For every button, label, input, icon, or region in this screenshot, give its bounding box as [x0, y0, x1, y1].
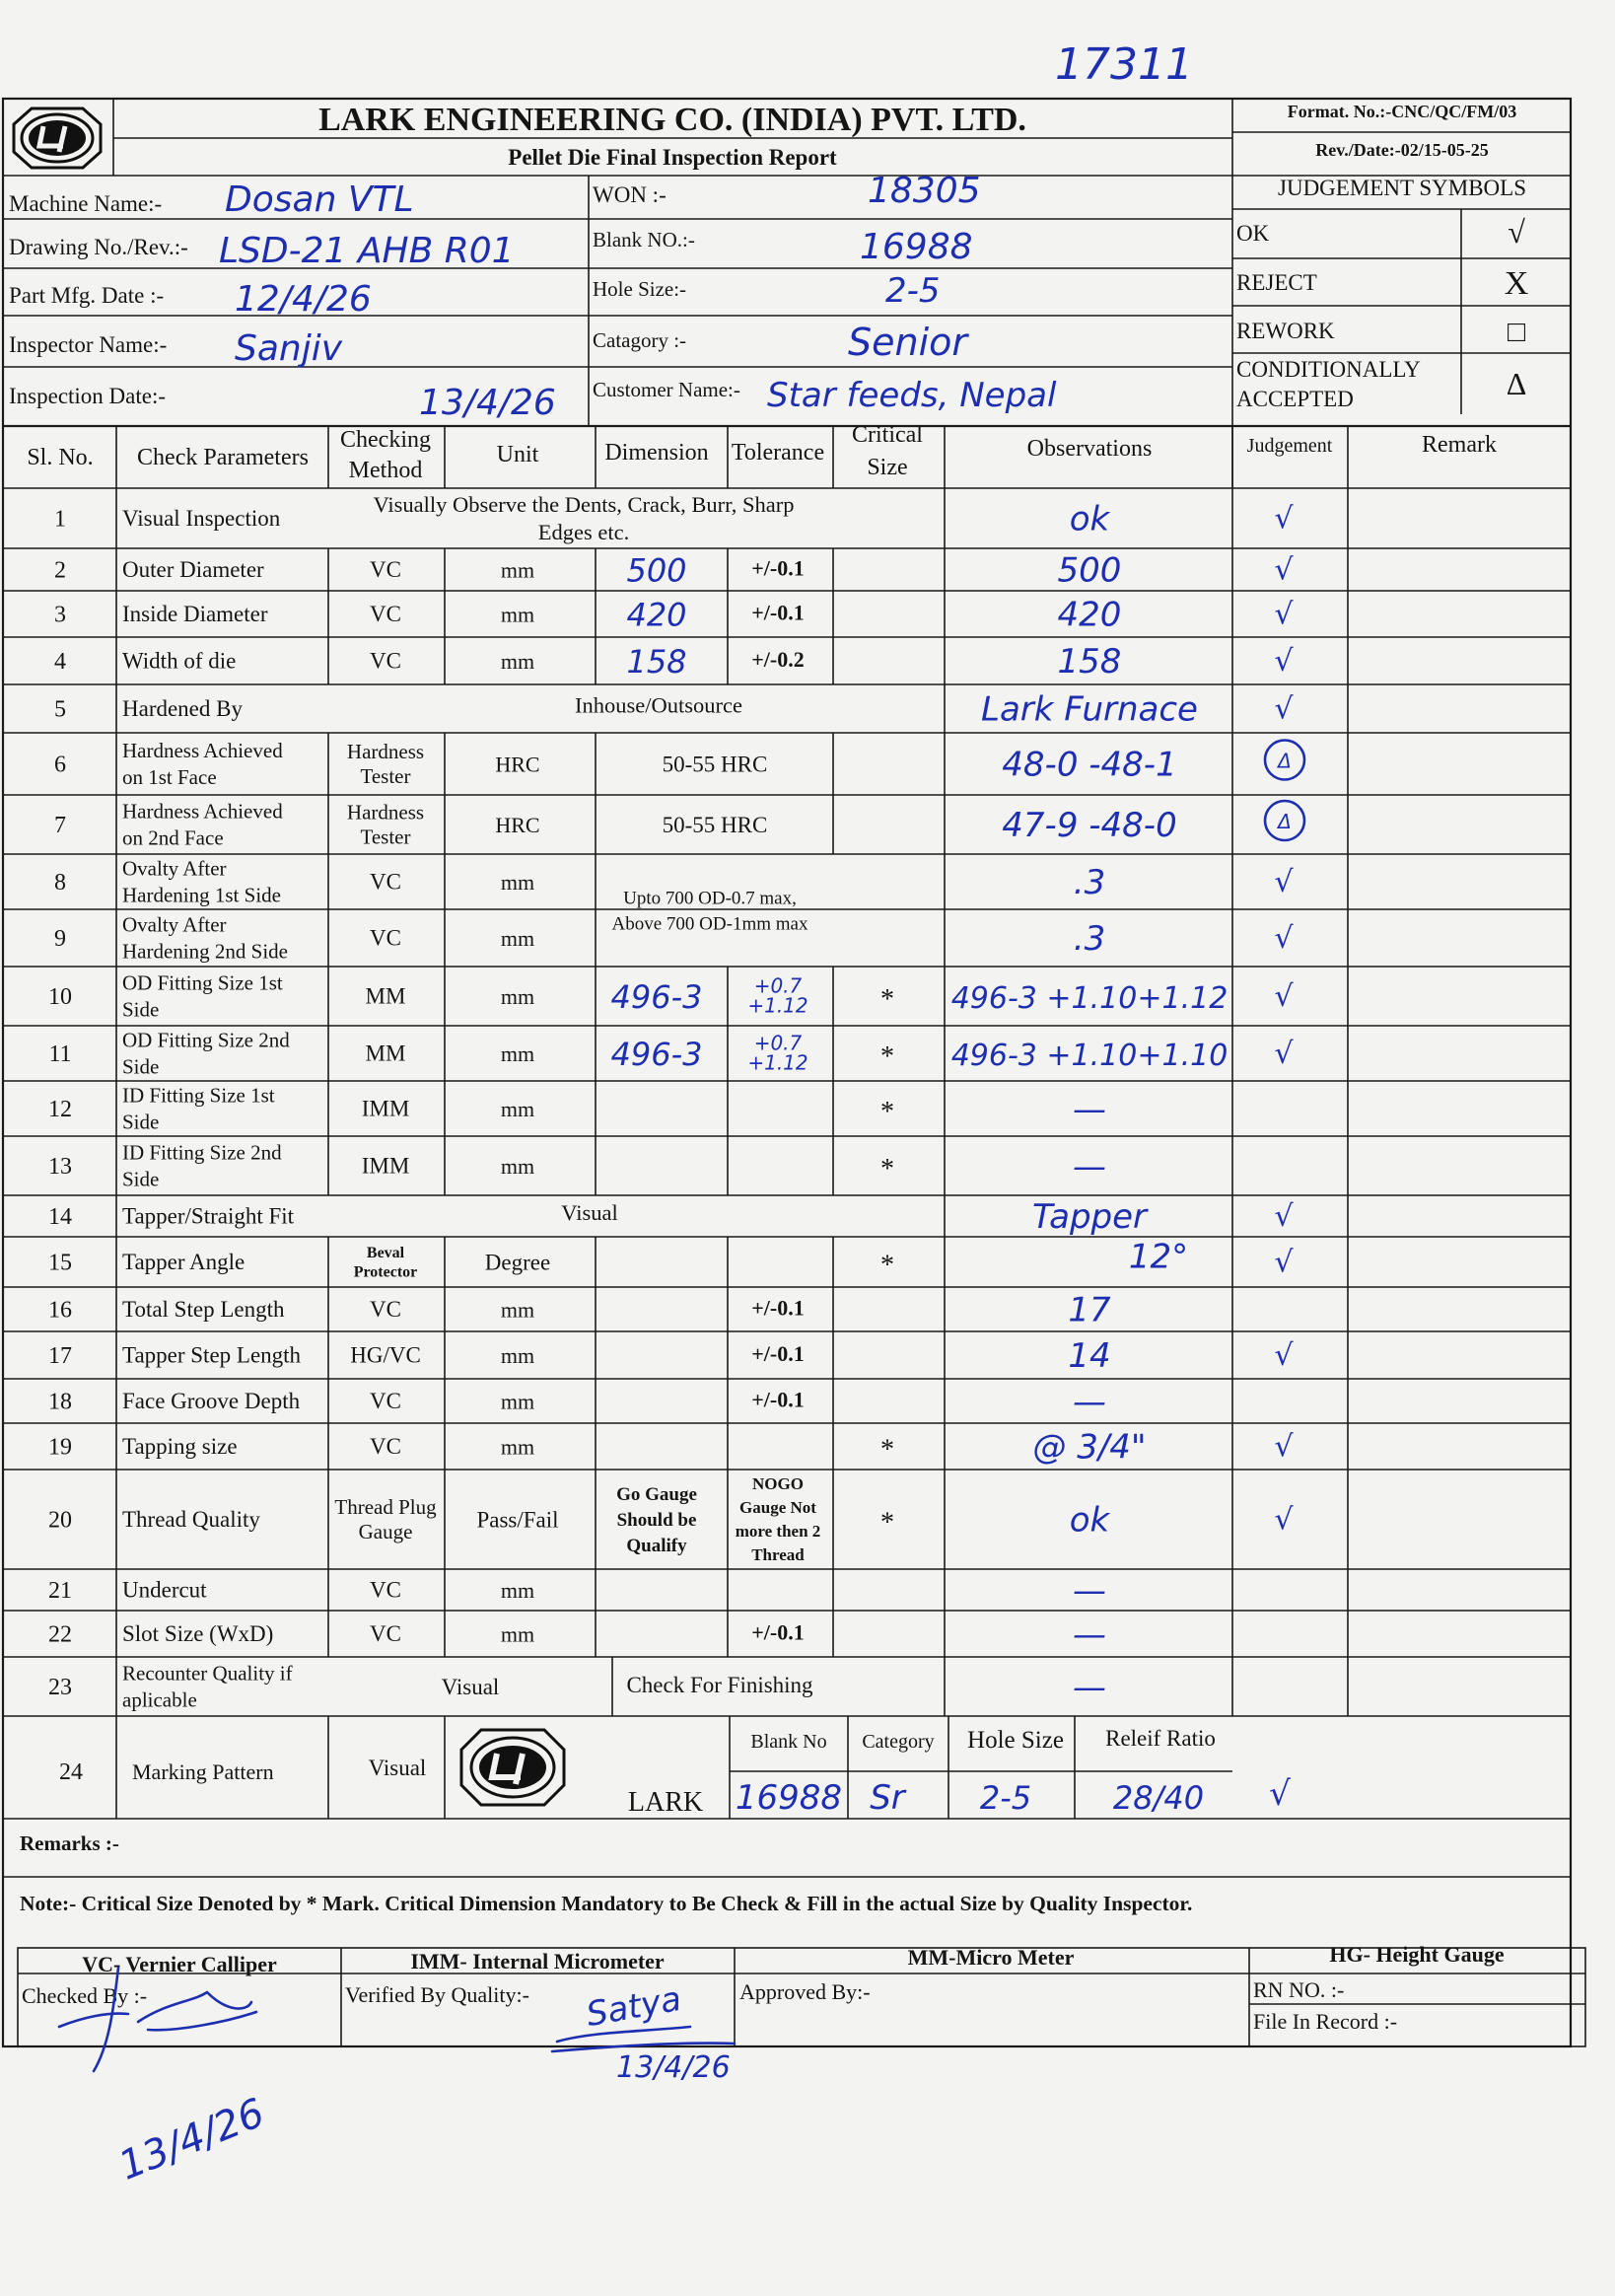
row-checking-method: VC: [370, 1621, 401, 1647]
revision-date: Rev./Date:-02/15-05-25: [1315, 140, 1489, 160]
row-check-parameter: Side: [122, 997, 160, 1022]
remarks-label: Remarks :-: [20, 1831, 119, 1855]
row-unit: mm: [500, 1434, 535, 1460]
col-header-checking: Checking: [340, 427, 431, 453]
row-sl-number: 10: [48, 984, 72, 1010]
marking-blank-no-value: 16988: [735, 1778, 843, 1818]
col-header-check-parameters: Check Parameters: [137, 445, 309, 470]
row-checking-method: MM: [365, 983, 406, 1009]
row-sl-number: 9: [54, 926, 66, 952]
row-judgement-mark: Δ: [1278, 810, 1292, 833]
critical-size-note: Note:- Critical Size Denoted by * Mark. Critical Dimension Mandatory to Be Check & Fill in the actual Size by Quality Inspector.: [20, 1892, 1193, 1915]
judgement-symbols-legend: [1232, 176, 1571, 414]
row-tolerance: +/-0.2: [751, 647, 805, 672]
col-header-size: Size: [867, 455, 908, 480]
row-observation: Lark Furnace: [981, 689, 1198, 730]
row-sl-number: 8: [54, 870, 66, 896]
row-unit: HRC: [495, 752, 540, 777]
row-observation: 12°: [1128, 1237, 1189, 1277]
part-mfg-date-value: 12/4/26: [235, 279, 372, 320]
inspection-date-label: Inspection Date:-: [9, 384, 167, 408]
conditionally-label: CONDITIONALLY: [1236, 357, 1421, 382]
row-observation: .3: [1073, 919, 1106, 959]
legend-hg: HG- Height Gauge: [1329, 1942, 1505, 1967]
row-merged-text: Visual: [561, 1200, 618, 1225]
col-header-judgement: Judgement: [1246, 435, 1333, 457]
legend-vc: VC- Vernier Calliper: [82, 1952, 277, 1976]
won-label: WON :-: [593, 182, 667, 207]
row-sl-number: 3: [54, 602, 66, 628]
row-sl-number: 19: [48, 1434, 72, 1461]
row-sl-number: 6: [54, 752, 66, 778]
row-unit: mm: [500, 870, 535, 895]
row-check-parameter: ID Fitting Size 1st: [122, 1083, 275, 1108]
row-observation: —: [1073, 1571, 1106, 1611]
row-check-parameter: on 1st Face: [122, 764, 217, 789]
row-observation: 14: [1068, 1336, 1111, 1376]
row-tolerance: NOGO: [752, 1474, 804, 1494]
row-judgement-mark: √: [1274, 979, 1294, 1014]
row-judgement-mark: √: [1274, 597, 1294, 632]
rework-label: REWORK: [1236, 319, 1335, 343]
row-check-parameter: Ovalty After: [122, 856, 227, 881]
row-unit: mm: [500, 649, 535, 674]
customer-name-value: Star feeds, Nepal: [767, 376, 1057, 415]
row-check-parameter: Hardening 1st Side: [122, 883, 281, 907]
row-tolerance: +1.12: [747, 1050, 808, 1075]
row-checking-method: IMM: [361, 1153, 410, 1179]
customer-name-label: Customer Name:-: [593, 378, 740, 401]
row-dimension: 500: [626, 551, 687, 590]
row-check-parameter: Side: [122, 1054, 160, 1079]
ok-symbol-icon: √: [1508, 214, 1525, 250]
marking-category-header: Category: [862, 1731, 935, 1753]
report-title: Pellet Die Final Inspection Report: [508, 145, 837, 170]
drawing-no-value: LSD-21 AHB R01: [219, 231, 515, 271]
verified-by-date: 13/4/26: [616, 2050, 731, 2085]
row-sl-number: 7: [54, 813, 66, 838]
row-check-parameter: Total Step Length: [122, 1297, 285, 1323]
verified-by-name: Satya: [583, 1978, 684, 2036]
row-tolerance: Gauge Not: [739, 1498, 816, 1518]
row-critical-marker: *: [880, 1507, 894, 1539]
format-number: Format. No.:-CNC/QC/FM/03: [1287, 102, 1517, 121]
marking-judgement-mark: √: [1269, 1774, 1291, 1814]
row-judgement-mark: √: [1274, 1502, 1294, 1538]
row-merged-text: Visual: [441, 1675, 500, 1699]
row-observation: 500: [1057, 550, 1122, 591]
row-check-parameter: aplicable: [122, 1687, 197, 1712]
row-sl-number: 1: [54, 506, 66, 533]
file-in-record-label: File In Record :-: [1253, 2009, 1398, 2034]
row-dimension: 420: [626, 596, 687, 634]
row-checking-method: VC: [370, 1434, 401, 1460]
row-dimension: 158: [626, 643, 687, 681]
row-observation: —: [1073, 1382, 1106, 1422]
row-observation: .3: [1073, 863, 1106, 902]
row-check-parameter: on 2nd Face: [122, 825, 224, 850]
machine-name-value: Dosan VTL: [225, 179, 414, 220]
blank-no-value: 16988: [860, 227, 973, 267]
row-judgement-mark: √: [1274, 552, 1294, 588]
row-check-parameter: ID Fitting Size 2nd: [122, 1140, 282, 1165]
checked-by-date: 13/4/26: [112, 2090, 271, 2189]
footer: [3, 1831, 1585, 2189]
row-unit: mm: [500, 1343, 535, 1368]
row-tolerance: +/-0.1: [751, 555, 805, 581]
row-unit: mm: [500, 1578, 535, 1603]
hole-size-value: 2-5: [885, 271, 941, 311]
row-observation: @ 3/4": [1032, 1427, 1147, 1468]
marking-lark-label: LARK: [627, 1787, 704, 1818]
row-check-parameter: Side: [122, 1167, 160, 1191]
row-check-parameter: Face Groove Depth: [122, 1389, 301, 1414]
row-judgement-mark: Δ: [1278, 749, 1292, 773]
row-check-parameter: OD Fitting Size 1st: [122, 970, 283, 995]
col-header-method: Method: [348, 458, 423, 483]
row-checking-method: Protector: [353, 1263, 418, 1281]
marking-relief-ratio-value: 28/40: [1112, 1779, 1205, 1817]
verified-by-label: Verified By Quality:-: [345, 1982, 529, 2007]
row-judgement-mark: √: [1274, 501, 1294, 537]
row-check-parameter: Tapper/Straight Fit: [122, 1203, 295, 1229]
row-sl-number: 4: [54, 649, 66, 675]
row-check-parameter: Tapper Angle: [122, 1250, 246, 1275]
approved-by-label: Approved By:-: [739, 1979, 871, 2004]
row-observation: 420: [1057, 595, 1122, 635]
row-tolerance: more then 2: [735, 1522, 821, 1542]
row-sl-number: 23: [48, 1675, 72, 1700]
row-check-parameter: Hardened By: [122, 696, 243, 722]
category-label: Catagory :-: [593, 328, 687, 352]
col-header-critical: Critical: [852, 422, 923, 448]
row-observation: 158: [1057, 642, 1122, 682]
accepted-label: ACCEPTED: [1236, 387, 1354, 411]
row-check-parameter: OD Fitting Size 2nd: [122, 1028, 290, 1052]
row-sl-number: 21: [48, 1578, 72, 1604]
won-value: 18305: [868, 171, 981, 211]
rework-symbol-icon: □: [1507, 316, 1526, 348]
row-checking-method: Hardness: [346, 739, 425, 763]
top-handwritten-number: 17311: [1055, 39, 1193, 90]
row-check-parameter: Inside Diameter: [122, 602, 268, 627]
inspection-date-value: 13/4/26: [419, 383, 556, 423]
row-observation: 17: [1068, 1290, 1111, 1330]
row-dimension: Qualify: [626, 1535, 687, 1556]
row-unit: mm: [500, 602, 535, 627]
row-check-parameter: Hardening 2nd Side: [122, 939, 288, 964]
row-judgement-mark: √: [1274, 1037, 1294, 1071]
row-sl-number: 20: [48, 1507, 72, 1534]
judgement-symbols-title: JUDGEMENT SYMBOLS: [1278, 176, 1526, 200]
row-check-parameter: Recounter Quality if: [122, 1661, 293, 1686]
category-value: Senior: [848, 321, 968, 364]
row-sl-number: 18: [48, 1389, 72, 1415]
row-check-parameter: Side: [122, 1110, 160, 1134]
marking-method: Visual: [368, 1756, 427, 1780]
part-mfg-date-label: Part Mfg. Date :-: [9, 283, 165, 308]
row-checking-method: VC: [370, 869, 401, 895]
col-header-tolerance: Tolerance: [731, 440, 825, 466]
hole-size-label: Hole Size:-: [593, 277, 687, 301]
row-unit: mm: [500, 1621, 535, 1647]
row-judgement-mark: √: [1274, 691, 1294, 727]
row-judgement-mark: √: [1274, 921, 1294, 956]
row-checking-method: Tester: [360, 825, 411, 849]
row-judgement-mark: √: [1274, 1429, 1294, 1465]
marking-category-value: Sr: [870, 1778, 905, 1818]
row-critical-marker: *: [880, 1434, 894, 1466]
col-header-dimension: Dimension: [604, 440, 709, 466]
row-critical-marker: *: [880, 1041, 894, 1072]
conditional-symbol-icon: Δ: [1506, 366, 1527, 401]
row-dimension: 496-3: [610, 1036, 703, 1073]
drawing-no-label: Drawing No./Rev.:-: [9, 235, 188, 259]
row-unit: Degree: [484, 1250, 551, 1275]
row-observation: 496-3 +1.10+1.12: [950, 981, 1229, 1016]
col-header-observations: Observations: [1026, 436, 1153, 462]
inspection-table: [3, 422, 1571, 1819]
row-tolerance: +/-0.1: [751, 1341, 805, 1366]
row-sl-number: 14: [48, 1204, 72, 1230]
col-header-remark: Remark: [1422, 432, 1497, 458]
row-checking-method: Gauge: [358, 1520, 413, 1544]
row-dimension: 496-3: [610, 978, 703, 1016]
row-judgement-mark: √: [1274, 644, 1294, 679]
row-judgement-mark: √: [1274, 1199, 1294, 1234]
col-header-sl: Sl. No.: [27, 445, 94, 470]
row-unit: mm: [500, 1154, 535, 1179]
row-unit: Pass/Fail: [476, 1507, 559, 1533]
row-check-parameter: Thread Quality: [122, 1507, 260, 1533]
row-checking-method: MM: [365, 1040, 406, 1066]
row-tolerance: +1.12: [747, 993, 808, 1018]
rn-no-label: RN NO. :-: [1253, 1977, 1345, 2002]
row-checking-method: Thread Plug: [334, 1494, 437, 1519]
row-check-parameter: Hardness Achieved: [122, 738, 283, 762]
legend-imm: IMM- Internal Micrometer: [410, 1949, 665, 1973]
row-checking-method: Hardness: [346, 800, 425, 825]
row-critical-marker: *: [880, 1250, 894, 1281]
row-judgement-mark: √: [1274, 865, 1294, 899]
row-observation: —: [1073, 1090, 1106, 1129]
row-unit: mm: [500, 926, 535, 951]
row-unit: mm: [500, 1389, 535, 1414]
row-observation: ok: [1069, 499, 1110, 539]
marking-hole-size-value: 2-5: [979, 1779, 1032, 1817]
row-tolerance: +/-0.1: [751, 600, 805, 625]
row-unit: mm: [500, 984, 535, 1009]
row-unit: HRC: [495, 813, 540, 837]
row-merged-text: Inhouse/Outsource: [575, 692, 742, 718]
row-checking-method: HG/VC: [350, 1342, 421, 1368]
row-unit: mm: [500, 1297, 535, 1323]
row-checking-method: VC: [370, 1577, 401, 1603]
row-check-parameter: Slot Size (WxD): [122, 1621, 274, 1647]
row-dimension: Should be: [616, 1509, 697, 1531]
row-check-parameter: Visual Inspection: [122, 506, 281, 532]
checked-by-label: Checked By :-: [22, 1983, 148, 2008]
row-merged-text: Visually Observe the Dents, Crack, Burr, Sharp: [373, 491, 795, 517]
row-sl-number: 15: [48, 1250, 72, 1276]
row-unit: mm: [500, 1041, 535, 1066]
row-merged-text: Check For Finishing: [626, 1673, 813, 1697]
row-sl-number: 17: [48, 1343, 72, 1369]
row-tolerance: +/-0.1: [751, 1619, 805, 1645]
row-check-parameter: Outer Diameter: [122, 557, 264, 583]
verified-by-signature: [552, 1979, 735, 2085]
marking-param: Marking Pattern: [132, 1759, 274, 1784]
table-rows: [3, 426, 1571, 1819]
row-checking-method: VC: [370, 925, 401, 951]
row-check-parameter: Tapper Step Length: [122, 1342, 302, 1368]
row-checking-method: VC: [370, 602, 401, 627]
row-tolerance: +0.7: [753, 1031, 803, 1055]
row-observation: 496-3 +1.10+1.10: [950, 1039, 1229, 1073]
row-observation: ok: [1069, 1500, 1110, 1541]
legend-mm: MM-Micro Meter: [907, 1945, 1075, 1970]
row-sl-number: 16: [48, 1297, 72, 1324]
ovalty-merged-text: Above 700 OD-1mm max: [611, 913, 808, 935]
row-observation: 47-9 -48-0: [1002, 806, 1177, 845]
row-checking-method: VC: [370, 557, 401, 583]
row-checking-method: IMM: [361, 1096, 410, 1121]
row-merged-text: Edges etc.: [537, 519, 630, 544]
row-tolerance: +0.7: [753, 973, 803, 998]
info-fields: [3, 171, 1232, 426]
row-checking-method: Tester: [360, 764, 411, 789]
row-unit: mm: [500, 557, 535, 583]
reject-symbol-icon: X: [1504, 265, 1529, 302]
row-critical-marker: *: [880, 1154, 894, 1184]
row-sl-number: 11: [48, 1041, 72, 1067]
row-critical-marker: *: [880, 1097, 894, 1127]
company-name: LARK ENGINEERING CO. (INDIA) PVT. LTD.: [318, 102, 1026, 138]
row-sl-number: 12: [48, 1097, 72, 1122]
row-tolerance: +/-0.1: [751, 1387, 805, 1412]
row-observation: —: [1073, 1147, 1106, 1186]
row-check-parameter: Width of die: [122, 648, 237, 674]
row-check-parameter: Undercut: [122, 1577, 207, 1603]
row-checking-method: Beval: [366, 1245, 405, 1262]
marking-relief-ratio-header: Releif Ratio: [1105, 1726, 1216, 1751]
row-tolerance: Thread: [751, 1545, 805, 1565]
ok-label: OK: [1236, 221, 1270, 246]
row-judgement-mark: √: [1274, 1338, 1294, 1373]
row-merged-text: 50-55 HRC: [662, 813, 768, 837]
marking-sl: 24: [59, 1759, 83, 1785]
col-header-unit: Unit: [496, 442, 539, 467]
row-sl-number: 5: [54, 696, 66, 723]
row-dimension: Go Gauge: [616, 1483, 697, 1505]
row-check-parameter: Hardness Achieved: [122, 799, 283, 824]
row-tolerance: +/-0.1: [751, 1295, 805, 1321]
lark-logo-stamp: [461, 1730, 564, 1805]
inspector-name-value: Sanjiv: [235, 328, 343, 369]
blank-no-label: Blank NO.:-: [593, 228, 695, 251]
row-unit: mm: [500, 1097, 535, 1121]
reject-label: REJECT: [1236, 270, 1317, 295]
row-judgement-mark: √: [1274, 1245, 1294, 1280]
row-check-parameter: Ovalty After: [122, 912, 227, 937]
row-observation: —: [1073, 1668, 1106, 1707]
machine-name-label: Machine Name:-: [9, 191, 163, 216]
company-logo: [14, 108, 101, 168]
row-observation: Tapper: [1031, 1197, 1148, 1237]
row-sl-number: 22: [48, 1621, 72, 1648]
row-merged-text: 50-55 HRC: [662, 752, 768, 777]
row-observation: —: [1073, 1614, 1106, 1655]
row-check-parameter: Tapping size: [122, 1434, 238, 1460]
marking-hole-size-header: Hole Size: [967, 1727, 1064, 1754]
row-critical-marker: *: [880, 984, 894, 1015]
row-sl-number: 13: [48, 1154, 72, 1180]
row-checking-method: VC: [370, 648, 401, 674]
inspector-name-label: Inspector Name:-: [9, 332, 168, 357]
ovalty-merged-text: Upto 700 OD-0.7 max,: [623, 888, 797, 909]
row-checking-method: VC: [370, 1389, 401, 1414]
row-sl-number: 2: [54, 557, 66, 584]
marking-blank-no-header: Blank No: [750, 1731, 827, 1753]
row-observation: 48-0 -48-1: [1002, 745, 1177, 785]
row-checking-method: VC: [370, 1297, 401, 1323]
